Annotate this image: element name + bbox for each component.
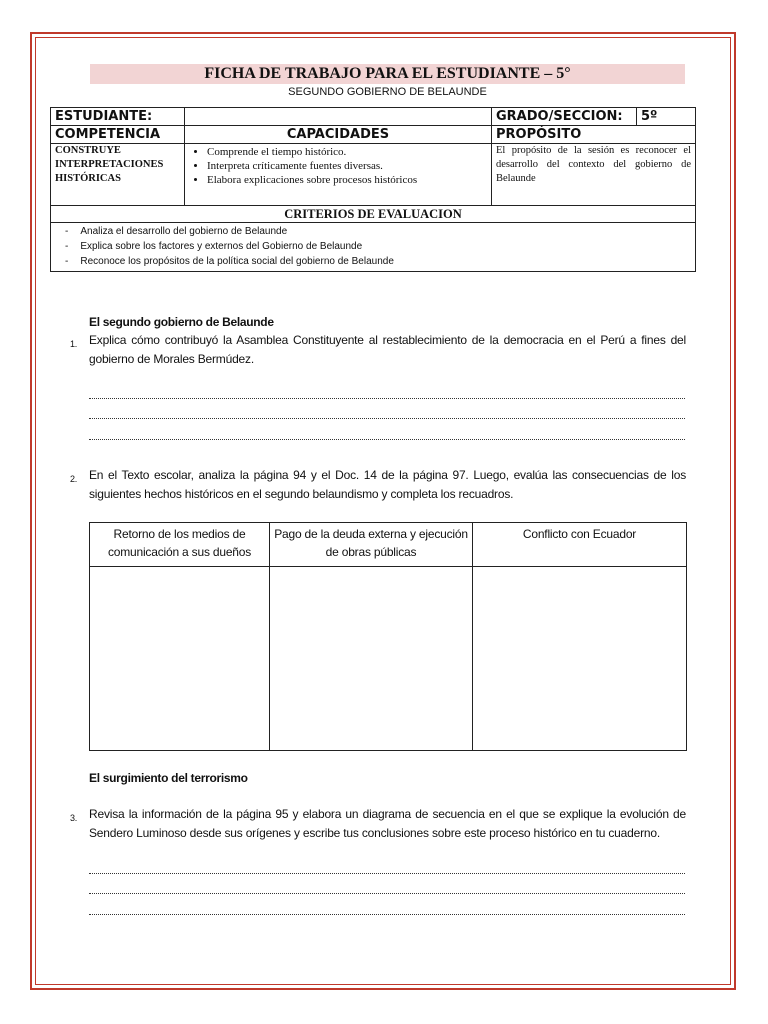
question-3 <box>70 805 686 843</box>
grade-label: GRADO/SECCION: <box>492 108 637 126</box>
column-header: Conflicto con Ecuador <box>473 523 687 567</box>
answer-line[interactable] <box>89 911 685 915</box>
section-heading-terrorismo: El surgimiento del terrorismo <box>89 771 248 785</box>
capacidad-item: • Interpreta críticamente fuentes diversas. <box>207 159 487 173</box>
capacidades-cell <box>185 144 492 206</box>
consequences-table <box>89 522 687 751</box>
student-name-field[interactable] <box>185 108 492 126</box>
question-number: 1. <box>70 339 78 349</box>
student-info-table <box>50 107 696 272</box>
grade-value: 5º <box>637 108 696 126</box>
student-label: ESTUDIANTE: <box>51 108 185 126</box>
proposito-text: El propósito de la sesión es reconocer el desarrollo del contexto del gobierno de Belaunde <box>492 144 696 206</box>
answer-box[interactable] <box>90 567 270 751</box>
answer-line[interactable] <box>89 395 685 399</box>
capacidad-item: • Elabora explicaciones sobre procesos históricos <box>207 173 487 187</box>
answer-line[interactable] <box>89 415 685 419</box>
column-header: Retorno de los medios de comunicación a sus dueños <box>90 523 270 567</box>
criterios-list <box>55 224 691 269</box>
section-heading-belaunde: El segundo gobierno de Belaunde <box>89 315 274 329</box>
question-text: En el Texto escolar, analiza la página 94 y el Doc. 14 de la página 97. Luego, evalúa las consecuencias de los siguientes hechos históricos en el segundo belaundismo y completa los recuadros. <box>89 468 686 501</box>
worksheet-title: FICHA DE TRABAJO PARA EL ESTUDIANTE – 5° <box>90 64 685 84</box>
capacidades-list <box>189 145 487 187</box>
answer-box[interactable] <box>270 567 473 751</box>
question-text: Explica cómo contribuyó la Asamblea Constituyente al restablecimiento de la democracia en el Perú a fines del gobierno de Morales Bermúdez. <box>89 333 686 366</box>
criterio-item: - Analiza el desarrollo del gobierno de Belaunde <box>81 224 691 239</box>
question-2 <box>70 466 686 504</box>
capacidad-item: • Comprende el tiempo histórico. <box>207 145 487 159</box>
answer-line[interactable] <box>89 890 685 894</box>
question-number: 3. <box>70 813 78 823</box>
question-number: 2. <box>70 474 78 484</box>
capacidades-header: CAPACIDADES <box>185 126 492 144</box>
competencia-text: CONSTRUYE INTERPRETACIONES HISTÓRICAS <box>51 144 185 206</box>
competencia-header: COMPETENCIA <box>51 126 185 144</box>
answer-box[interactable] <box>473 567 687 751</box>
proposito-header: PROPÓSITO <box>492 126 696 144</box>
column-header: Pago de la deuda externa y ejecución de obras públicas <box>270 523 473 567</box>
criterios-cell <box>51 223 696 272</box>
criterios-header: CRITERIOS DE EVALUACION <box>51 206 696 223</box>
question-1 <box>70 331 686 369</box>
worksheet-subtitle: SEGUNDO GOBIERNO DE BELAUNDE <box>288 86 487 98</box>
answer-line[interactable] <box>89 870 685 874</box>
question-text: Revisa la información de la página 95 y elabora un diagrama de secuencia en el que se explique la evolución de Sendero Luminoso desde sus orígenes y escribe tus conclusiones sobre este proceso histórico en tu cuaderno. <box>89 807 686 840</box>
criterio-item: - Explica sobre los factores y externos del Gobierno de Belaunde <box>81 239 691 254</box>
criterio-item: - Reconoce los propósitos de la política social del gobierno de Belaunde <box>81 254 691 269</box>
answer-line[interactable] <box>89 436 685 440</box>
